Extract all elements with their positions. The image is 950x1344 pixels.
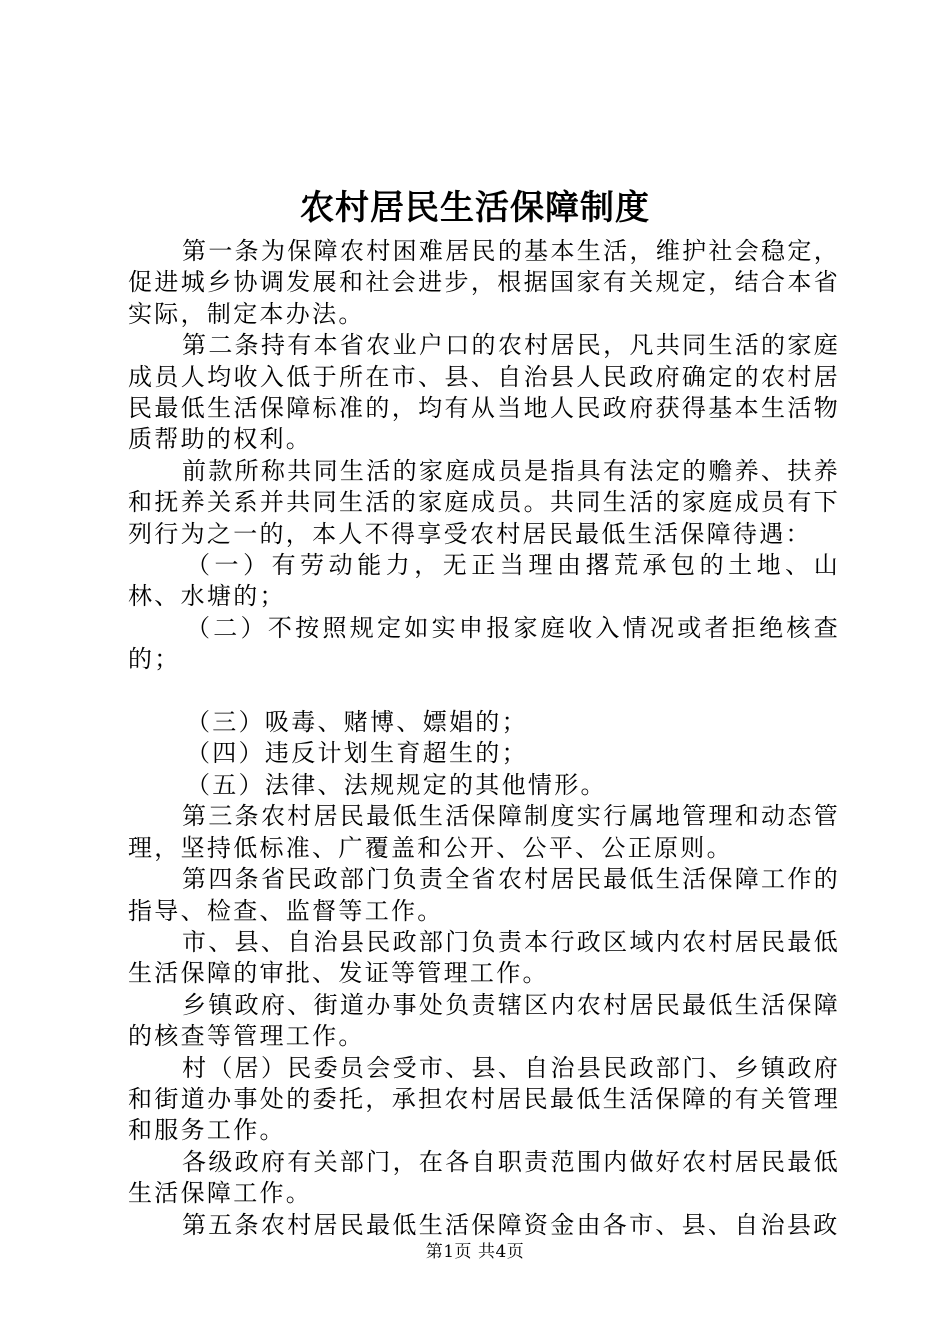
paragraph-village-committee: 村（居）民委员会受市、县、自治县民政部门、乡镇政府和街道办事处的委托，承担农村居民最低生活保障的有关管理和服务工作。 <box>128 1053 840 1145</box>
list-item-1: （一）有劳动能力，无正当理由撂荒承包的土地、山林、水塘的； <box>128 551 840 611</box>
paragraph-article-5: 第五条农村居民最低生活保障资金由各市、县、自治县政 <box>182 1210 840 1239</box>
paragraph-government-departments: 各级政府有关部门，在各自职责范围内做好农村居民最低生活保障工作。 <box>128 1147 840 1208</box>
list-item-2: （二）不按照规定如实申报家庭收入情况或者拒绝核查的； <box>128 613 840 674</box>
paragraph-article-4: 第四条省民政部门负责全省农村居民最低生活保障工作的指导、检查、监督等工作。 <box>128 865 840 925</box>
paragraph-city-county: 市、县、自治县民政部门负责本行政区域内农村居民最低生活保障的审批、发证等管理工作。 <box>128 927 840 988</box>
paragraph-family-members: 前款所称共同生活的家庭成员是指具有法定的赡养、扶养和抚养关系并共同生活的家庭成员。共同生活的家庭成员有下列行为之一的，本人不得享受农村居民最低生活保障待遇： <box>128 456 840 548</box>
paragraph-article-2: 第二条持有本省农业户口的农村居民，凡共同生活的家庭成员人均收入低于所在市、县、自治县人民政府确定的农村居民最低生活保障标准的，均有从当地人民政府获得基本生活物质帮助的权利。 <box>128 331 840 454</box>
page-number-footer: 第1页 共4页 <box>425 1242 525 1262</box>
list-item-3: （三）吸毒、赌博、嫖娼的； <box>186 708 528 737</box>
list-item-5: （五）法律、法规规定的其他情形。 <box>186 770 607 799</box>
paragraph-township: 乡镇政府、街道办事处负责辖区内农村居民最低生活保障的核查等管理工作。 <box>128 990 840 1051</box>
document-body <box>128 236 840 1241</box>
paragraph-article-3: 第三条农村居民最低生活保障制度实行属地管理和动态管理，坚持低标准、广覆盖和公开、公平、公正原则。 <box>128 802 840 862</box>
document-title: 农村居民生活保障制度 <box>300 188 650 228</box>
paragraph-article-1: 第一条为保障农村困难居民的基本生活，维护社会稳定，促进城乡协调发展和社会进步，根据国家有关规定，结合本省实际，制定本办法。 <box>128 237 840 328</box>
list-item-4: （四）违反计划生育超生的； <box>186 739 528 768</box>
